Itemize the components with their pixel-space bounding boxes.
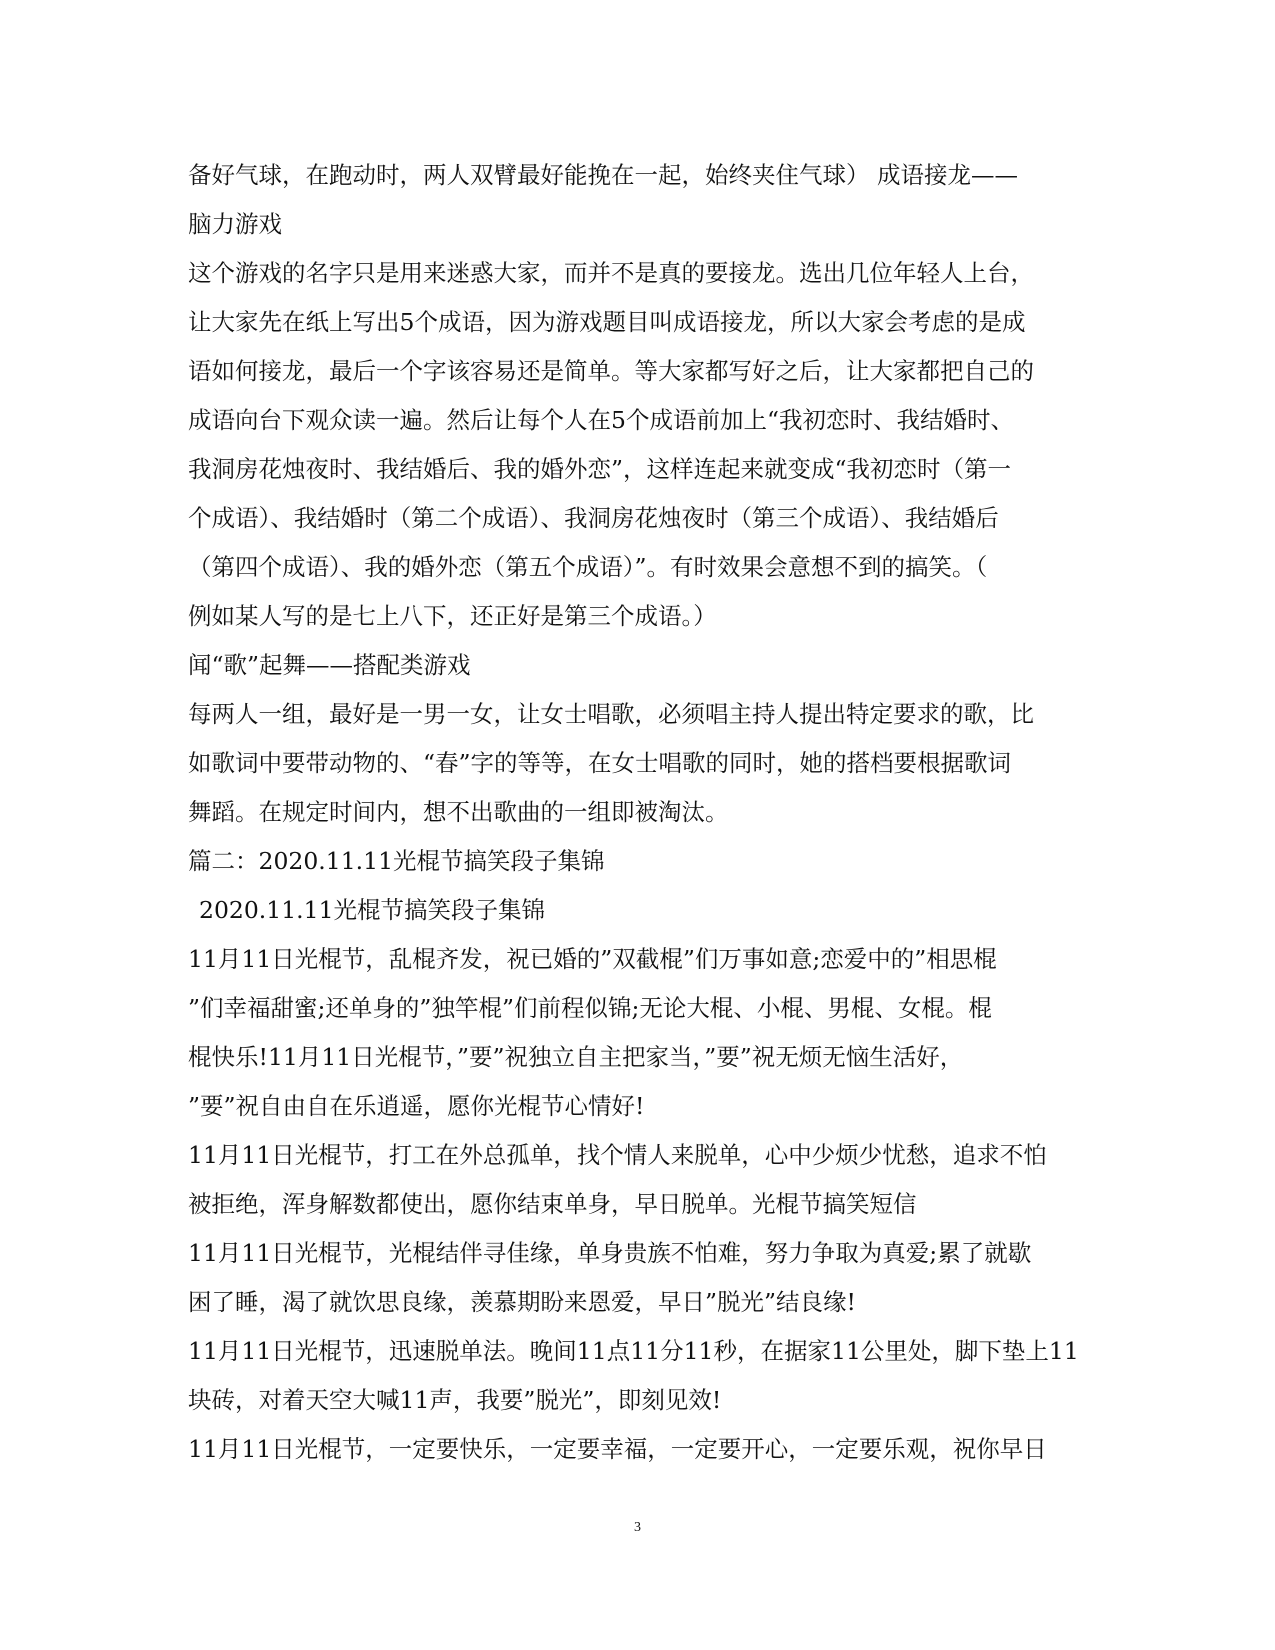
text-line: 困了睡，渴了就饮思良缘，羡慕期盼来恩爱，早日”脱光”结良缘! bbox=[188, 1288, 856, 1316]
text-line: 我洞房花烛夜时、我结婚后、我的婚外恋”，这样连起来就变成“我初恋时（第一 bbox=[188, 455, 1012, 483]
text-line: 让大家先在纸上写出5个成语，因为游戏题目叫成语接龙，所以大家会考虑的是成 bbox=[188, 308, 1026, 336]
text-line: 11月11日光棍节，乱棍齐发，祝已婚的”双截棍”们万事如意;恋爱中的”相思棍 bbox=[188, 945, 997, 973]
text-line: 舞蹈。在规定时间内，想不出歌曲的一组即被淘汰。 bbox=[188, 798, 729, 826]
text-line: 棍快乐!11月11日光棍节，”要”祝独立自主把家当，”要”祝无烦无恼生活好， bbox=[188, 1043, 964, 1071]
text-line: 成语向台下观众读一遍。然后让每个人在5个成语前加上“我初恋时、我结婚时、 bbox=[188, 406, 1014, 434]
page-number: 3 bbox=[634, 1520, 641, 1535]
text-line: ”们幸福甜蜜;还单身的”独竿棍”们前程似锦;无论大棍、小棍、男棍、女棍。棍 bbox=[188, 994, 992, 1022]
text-line: 被拒绝，浑身解数都使出，愿你结束单身，早日脱单。光棍节搞笑短信 bbox=[188, 1190, 917, 1218]
text-line: 11月11日光棍节，迅速脱单法。晚间11点11分11秒，在据家11公里处，脚下垫上11 bbox=[188, 1337, 1079, 1365]
text-line: 如歌词中要带动物的、“春”字的等等，在女士唱歌的同时，她的搭档要根据歌词 bbox=[188, 749, 1012, 777]
text-line: 11月11日光棍节，光棍结伴寻佳缘，单身贵族不怕难，努力争取为真爱;累了就歇 bbox=[188, 1239, 1032, 1267]
text-line: 11月11日光棍节，一定要快乐，一定要幸福，一定要开心，一定要乐观，祝你早日 bbox=[188, 1435, 1047, 1463]
text-line: 块砖，对着天空大喊11声，我要”脱光”，即刻见效! bbox=[188, 1386, 722, 1414]
text-line: 这个游戏的名字只是用来迷惑大家，而并不是真的要接龙。选出几位年轻人上台， bbox=[188, 259, 1034, 287]
text-line: 例如某人写的是七上八下，还正好是第三个成语。） bbox=[188, 602, 717, 630]
text-line: （第四个成语）、我的婚外恋（第五个成语）”。有时效果会意想不到的搞笑。（ bbox=[188, 553, 988, 581]
text-line: 语如何接龙，最后一个字该容易还是简单。等大家都写好之后，让大家都把自己的 bbox=[188, 357, 1034, 385]
text-line: 脑力游戏 bbox=[188, 210, 282, 238]
chapter-title: 2020.11.11光棍节搞笑段子集锦 bbox=[199, 896, 546, 924]
text-line: 11月11日光棍节，打工在外总孤单，找个情人来脱单，心中少烦少忧愁，追求不怕 bbox=[188, 1141, 1047, 1169]
section-heading: 闻“歌”起舞——搭配类游戏 bbox=[188, 651, 471, 679]
text-line: ”要”祝自由自在乐逍遥，愿你光棍节心情好! bbox=[188, 1092, 645, 1120]
chapter-heading: 篇二：2020.11.11光棍节搞笑段子集锦 bbox=[188, 847, 605, 875]
document-body bbox=[188, 151, 1085, 1474]
text-line: 个成语）、我结婚时（第二个成语）、我洞房花烛夜时（第三个成语）、我结婚后 bbox=[188, 504, 999, 532]
text-line: 备好气球，在跑动时，两人双臂最好能挽在一起，始终夹住气球） 成语接龙—— bbox=[188, 161, 1018, 189]
text-line: 每两人一组，最好是一男一女，让女士唱歌，必须唱主持人提出特定要求的歌，比 bbox=[188, 700, 1034, 728]
